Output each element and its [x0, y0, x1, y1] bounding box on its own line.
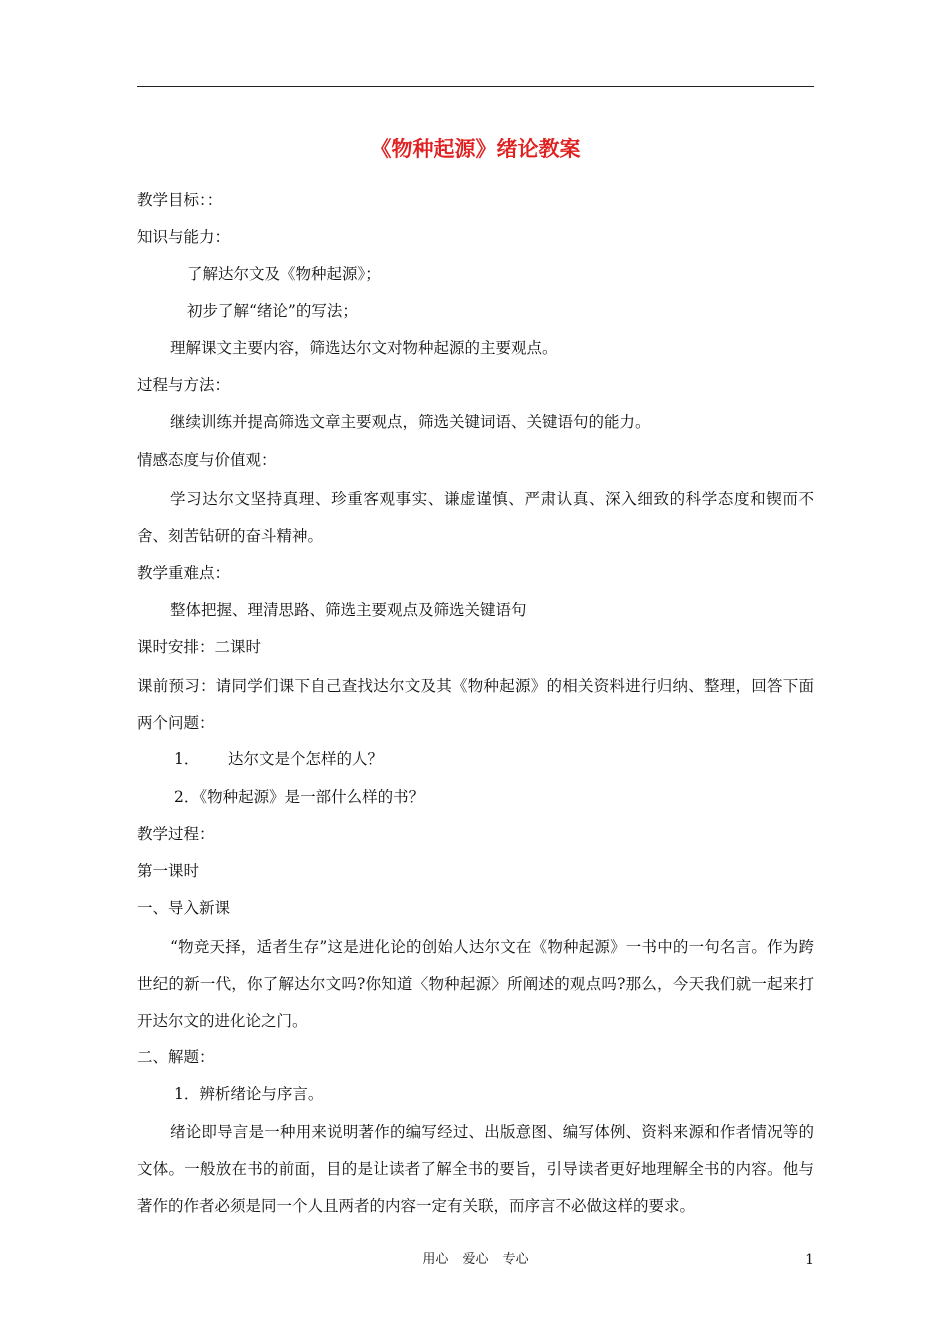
introduction-paragraph: “物竞天择，适者生存”这是进化论的创始人达尔文在《物种起源》一书中的一句名言。作为跨世纪的新一代，你了解达尔文吗?你知道〈物种起源〉所阐述的观点吗?那么，今天我们就一起来打开达尔文的进化论之门。 [137, 938, 814, 1030]
emotion-values-paragraph: 学习达尔文坚持真理、珍重客观事实、谦虚谨慎、严肃认真、深入细致的科学态度和锲而不舍、刻苦钻研的奋斗精神。 [137, 490, 814, 545]
knowledge-ability-heading: 知识与能力： [137, 228, 231, 246]
page-number: 1 [805, 1252, 814, 1268]
key-difficulty-heading: 教学重难点： [137, 564, 231, 582]
question-1-text: 达尔文是个怎样的人？ [228, 750, 384, 768]
question-1-number: 1． [174, 750, 200, 768]
section-2-heading: 二、解题： [137, 1048, 215, 1066]
subsection-1-heading: 1．辨析绪论与序言。 [174, 1085, 324, 1103]
class-schedule: 课时安排：二课时 [137, 638, 262, 656]
preview-paragraph: 课前预习：请同学们课下自己查找达尔文及其《物种起源》的相关资料进行归纳、整理，回答下面两个问题： [137, 677, 814, 732]
process-method-heading: 过程与方法： [137, 376, 231, 394]
knowledge-item-2: 初步了解“绪论”的写法； [187, 302, 358, 320]
key-difficulty-content: 整体把握、理清思路、筛选主要观点及筛选关键语句 [170, 601, 527, 619]
emotion-values-heading: 情感态度与价值观： [137, 451, 277, 469]
first-lesson-heading: 第一课时 [137, 862, 200, 880]
knowledge-item-3: 理解课文主要内容，筛选达尔文对物种起源的主要观点。 [170, 339, 558, 357]
teaching-goals-heading: 教学目标：： [137, 191, 223, 209]
section-1-heading: 一、导入新课 [137, 899, 231, 917]
page-footer [137, 1250, 814, 1270]
teaching-process-heading: 教学过程： [137, 825, 215, 843]
footer-motto: 用心 爱心 专心 [422, 1252, 529, 1267]
document-title: 《物种起源》绪论教案 [370, 137, 581, 161]
knowledge-item-1: 了解达尔文及《物种起源》； [187, 265, 381, 283]
question-2: 2．《物种起源》是一部什么样的书？ [174, 788, 425, 806]
definition-paragraph: 绪论即导言是一种用来说明著作的编写经过、出版意图、编写体例、资料来源和作者情况等的文体。一般放在书的前面，目的是让读者了解全书的要旨，引导读者更好地理解全书的内容。他与著作的作者必须是同一个人且两者的内容一定有关联，而序言不必做这样的要求。 [137, 1123, 814, 1215]
header-rule [137, 86, 814, 87]
process-method-item: 继续训练并提高筛选文章主要观点，筛选关键词语、关键语句的能力。 [170, 413, 651, 431]
